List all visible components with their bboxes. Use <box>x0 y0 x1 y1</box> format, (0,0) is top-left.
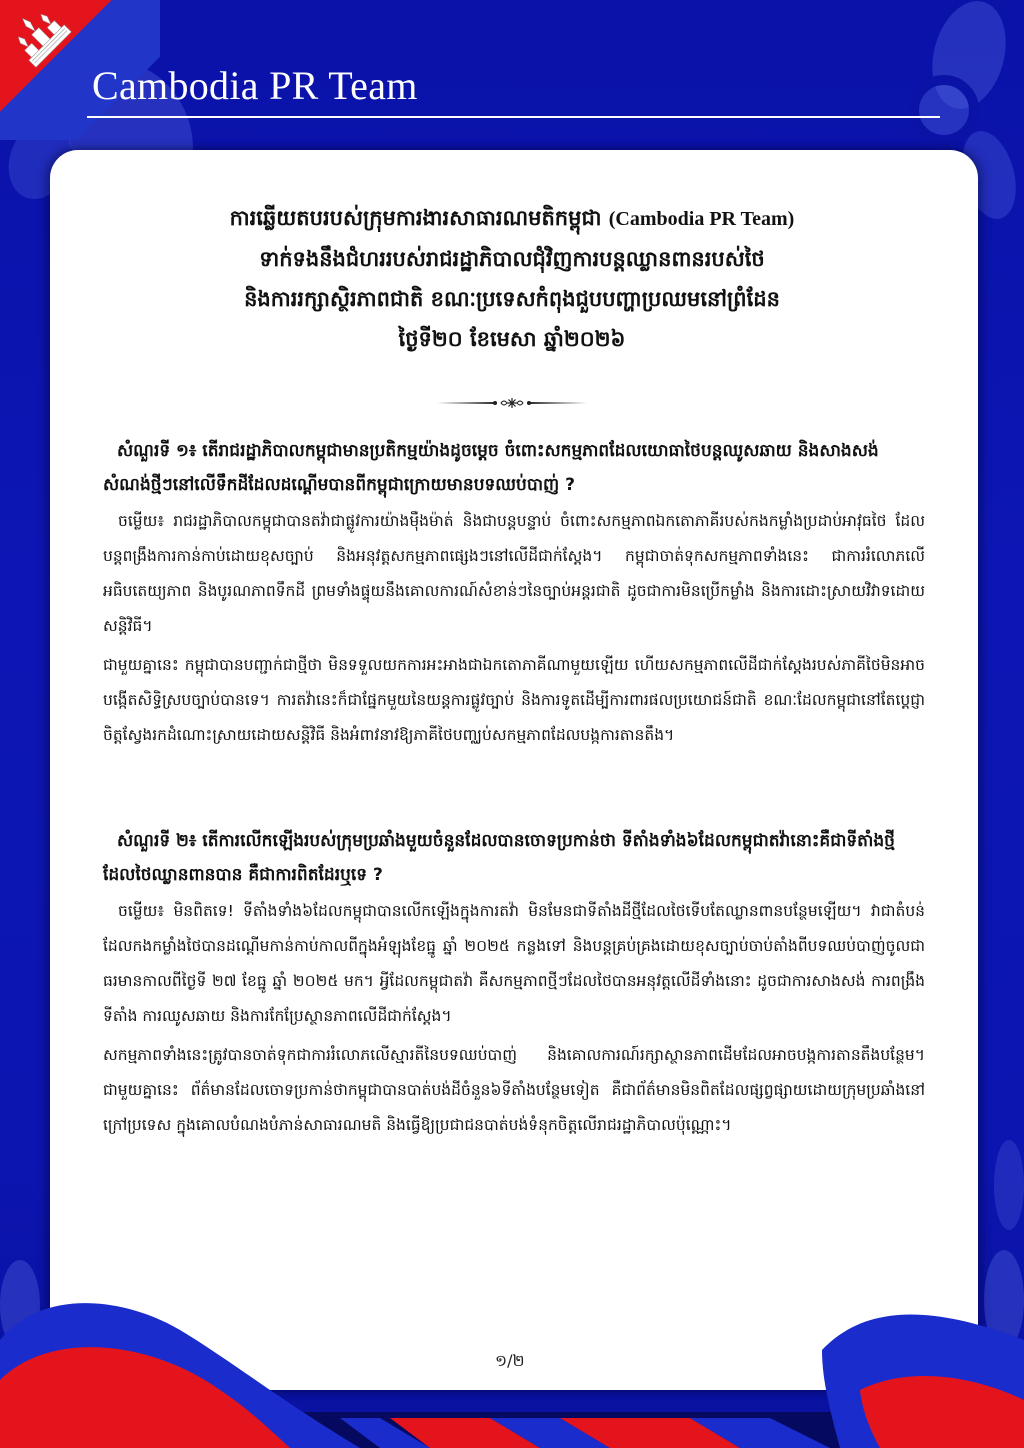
decorative-swirl-icon <box>994 1140 1024 1230</box>
ornament-divider-icon <box>437 397 587 409</box>
document-title <box>60 198 964 359</box>
question-1: សំណួរទី ១៖ តើរាជរដ្ឋាភិបាលកម្ពុជាមានប្រតិកម្មយ៉ាងដូចម្តេច ចំពោះសកម្មភាពដែលយោធាថៃបន្តឈូសឆាយ និងសាងសង់សំណង់ថ្មីៗនៅលើទឹកដីដែលដណ្តើមបានពីកម្ពុជាក្រោយមានបទឈប់បាញ់ ? <box>103 441 879 495</box>
title-date: ថ្ងៃទី២០ ខែមេសា ឆ្នាំ២០២៦ <box>398 327 626 351</box>
question-2: សំណួរទី ២៖ តើការលើកឡើងរបស់ក្រុមប្រឆាំងមួយចំនួនដែលបានចោទប្រកាន់ថា ទីតាំងទាំង៦ដែលកម្ពុជាតវ៉ានោះគឺជាទីតាំងថ្មីដែលថៃឈ្លានពានបាន គឺជាការពិតដែរឬទេ ? <box>103 831 895 885</box>
qa-section-1 <box>103 434 925 753</box>
title-line-3: និងការរក្សាស្ថិរភាពជាតិ ខណៈប្រទេសកំពុងជួបបញ្ហាប្រឈមនៅព្រំដែន <box>244 287 780 311</box>
answer-2-paragraph-1: ចម្លើយ៖ មិនពិតទេ! ទីតាំងទាំង៦ដែលកម្ពុជាបានលើកឡើងក្នុងការតវ៉ា មិនមែនជាទីតាំងដីថ្មីដែលថៃទើបតែឈ្លានពានបន្ថែមឡើយ។ វាជាតំបន់ដែលកងកម្លាំងថៃបានដណ្តើមកាន់កាប់កាលពីក្នុងអំឡុងខែធ្នូ ឆ្នាំ ២០២៥ កន្លងទៅ និងបន្តគ្រប់គ្រងដោយខុសច្បាប់ចាប់តាំងពីបទឈប់បាញ់ចូលជាធរមានកាលពីថ្ងៃទី ២៧ ខែធ្នូ ឆ្នាំ ២០២៥ មក។ អ្វីដែលកម្ពុជាតវ៉ា គឺសកម្មភាពថ្មីៗដែលថៃបានអនុវត្តលើដីទាំងនោះ ដូចជាការសាងសង់ ការពង្រឹងទីតាំង ការឈូសឆាយ និងការកែប្រែស្ថានភាពលើដីជាក់ស្តែង។ <box>103 902 925 1025</box>
angkor-temple-icon <box>10 6 76 72</box>
title-line-1: ការឆ្លើយតបរបស់ក្រុមការងារសាធារណមតិកម្ពុជា (Cambodia PR Team) <box>229 206 795 230</box>
title-line-2: ទាក់ទងនឹងជំហររបស់រាជរដ្ឋាភិបាលជុំវិញការបន្តឈ្លានពានរបស់ថៃ <box>259 247 765 271</box>
header-divider <box>87 116 940 118</box>
answer-1-paragraph-2: ជាមួយគ្នានេះ កម្ពុជាបានបញ្ជាក់ជាថ្មីថា មិនទទួលយកការអះអាងជាឯកតោភាគីណាមួយឡើយ ហើយសកម្មភាពលើដីជាក់ស្តែងរបស់ភាគីថៃមិនអាចបង្កើតសិទ្ធិស្របច្បាប់បានទេ។ ការតវ៉ានេះក៏ជាផ្នែកមួយនៃយន្តការផ្លូវច្បាប់ និងការទូតដើម្បីការពារផលប្រយោជន៍ជាតិ ខណៈដែលកម្ពុជានៅតែប្តេជ្ញាចិត្តស្វែងរកដំណោះស្រាយដោយសន្តិវិធី និងអំពាវនាវឱ្យភាគីថៃបញ្ឈប់សកម្មភាពដែលបង្កការតានតឹង។ <box>103 656 925 744</box>
answer-2-paragraph-2: សកម្មភាពទាំងនេះត្រូវបានចាត់ទុកជាការរំលោភលើស្មារតីនៃបទឈប់បាញ់ និងគោលការណ៍រក្សាស្ថានភាពដើមដែលអាចបង្កការតានតឹងបន្ថែម។ ជាមួយគ្នានេះ ព័ត៌មានដែលចោទប្រកាន់ថាកម្ពុជាបានបាត់បង់ដីចំនួន៦ទីតាំងបន្ថែមទៀត គឺជាព័ត៌មានមិនពិតដែលផ្សព្វផ្សាយដោយក្រុមប្រឆាំងនៅក្រៅប្រទេស ក្នុងគោលបំណងបំភាន់សាធារណមតិ និងធ្វើឱ្យប្រជាជនបាត់បង់ទំនុកចិត្តលើរាជរដ្ឋាភិបាលប៉ុណ្ណោះ។ <box>103 1046 925 1134</box>
flag-ribbon-decoration <box>0 1300 1024 1448</box>
page-number: ១/២ <box>495 1351 525 1370</box>
qa-section-2 <box>103 824 925 1143</box>
answer-1-paragraph-1: ចម្លើយ៖ រាជរដ្ឋាភិបាលកម្ពុជាបានតវ៉ាជាផ្លូវការយ៉ាងម៉ឺងម៉ាត់ និងជាបន្តបន្ទាប់ ចំពោះសកម្មភាពឯកតោភាគីរបស់កងកម្លាំងប្រដាប់អាវុធថៃ ដែលបន្តពង្រឹងការកាន់កាប់ដោយខុសច្បាប់ និងអនុវត្តសកម្មភាពផ្សេងៗនៅលើដីជាក់ស្តែង។ កម្ពុជាចាត់ទុកសកម្មភាពទាំងនេះ ជាការរំលោភលើអធិបតេយ្យភាព និងបូរណភាពទឹកដី ព្រមទាំងផ្ទុយនឹងគោលការណ៍សំខាន់ៗនៃច្បាប់អន្តរជាតិ ដូចជាការមិនប្រើកម្លាំង និងការដោះស្រាយវិវាទដោយសន្តិវិធី។ <box>103 512 925 635</box>
header-title: Cambodia PR Team <box>92 63 418 108</box>
title-latin: (Cambodia PR Team) <box>608 208 795 230</box>
decorative-swirl-icon <box>909 75 979 145</box>
